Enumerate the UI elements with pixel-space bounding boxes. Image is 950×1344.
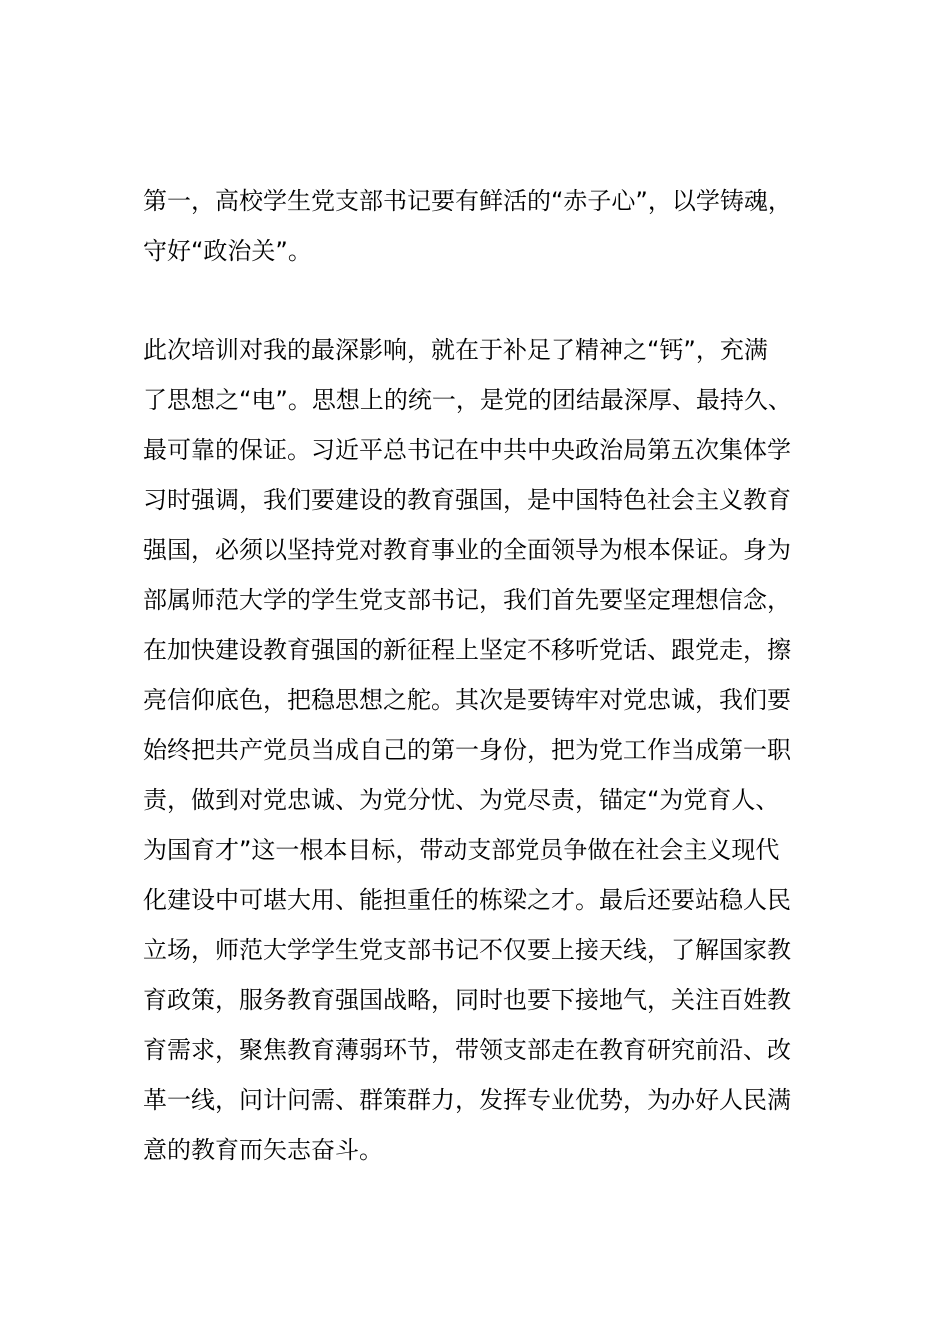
section-heading xyxy=(143,176,843,276)
paragraph-line: 此次培训对我的最深影响，就在于补足了精神之“钙”，充满 xyxy=(143,336,768,364)
paragraph-line: 为国育才”这一根本目标，带动支部党员争做在社会主义现代 xyxy=(143,836,780,864)
paragraph-line: 立场，师范大学学生党支部书记不仅要上接天线，了解国家教 xyxy=(143,936,791,964)
body-paragraph xyxy=(143,325,843,1175)
paragraph-line: 亮信仰底色，把稳思想之舵。其次是要铸牢对党忠诚，我们要 xyxy=(143,686,791,714)
paragraph-line: 始终把共产党员当成自己的第一身份，把为党工作当成第一职 xyxy=(143,736,791,764)
paragraph-line: 育政策，服务教育强国战略，同时也要下接地气，关注百姓教 xyxy=(143,986,791,1014)
paragraph-line: 责，做到对党忠诚、为党分忧、为党尽责，锚定“为党育人、 xyxy=(143,786,780,814)
paragraph-line: 部属师范大学的学生党支部书记，我们首先要坚定理想信念， xyxy=(143,586,791,614)
heading-line: 第一，高校学生党支部书记要有鲜活的“赤子心”，以学铸魂， xyxy=(143,187,792,215)
paragraph-line: 革一线，问计问需、群策群力，发挥专业优势，为办好人民满 xyxy=(143,1086,791,1114)
paragraph-line: 最可靠的保证。习近平总书记在中共中央政治局第五次集体学 xyxy=(143,436,791,464)
paragraph-line: 习时强调，我们要建设的教育强国，是中国特色社会主义教育 xyxy=(143,486,791,514)
paragraph-line: 强国，必须以坚持党对教育事业的全面领导为根本保证。身为 xyxy=(143,536,791,564)
paragraph-line: 在加快建设教育强国的新征程上坚定不移听党话、跟党走，擦 xyxy=(143,636,791,664)
paragraph-line: 了思想之“电”。思想上的统一，是党的团结最深厚、最持久、 xyxy=(143,386,792,414)
paragraph-line: 育需求，聚焦教育薄弱环节，带领支部走在教育研究前沿、改 xyxy=(143,1036,791,1064)
paragraph-line: 意的教育而矢志奋斗。 xyxy=(143,1136,383,1164)
heading-line: 守好“政治关”。 xyxy=(143,237,312,265)
paragraph-line: 化建设中可堪大用、能担重任的栋梁之才。最后还要站稳人民 xyxy=(143,886,791,914)
